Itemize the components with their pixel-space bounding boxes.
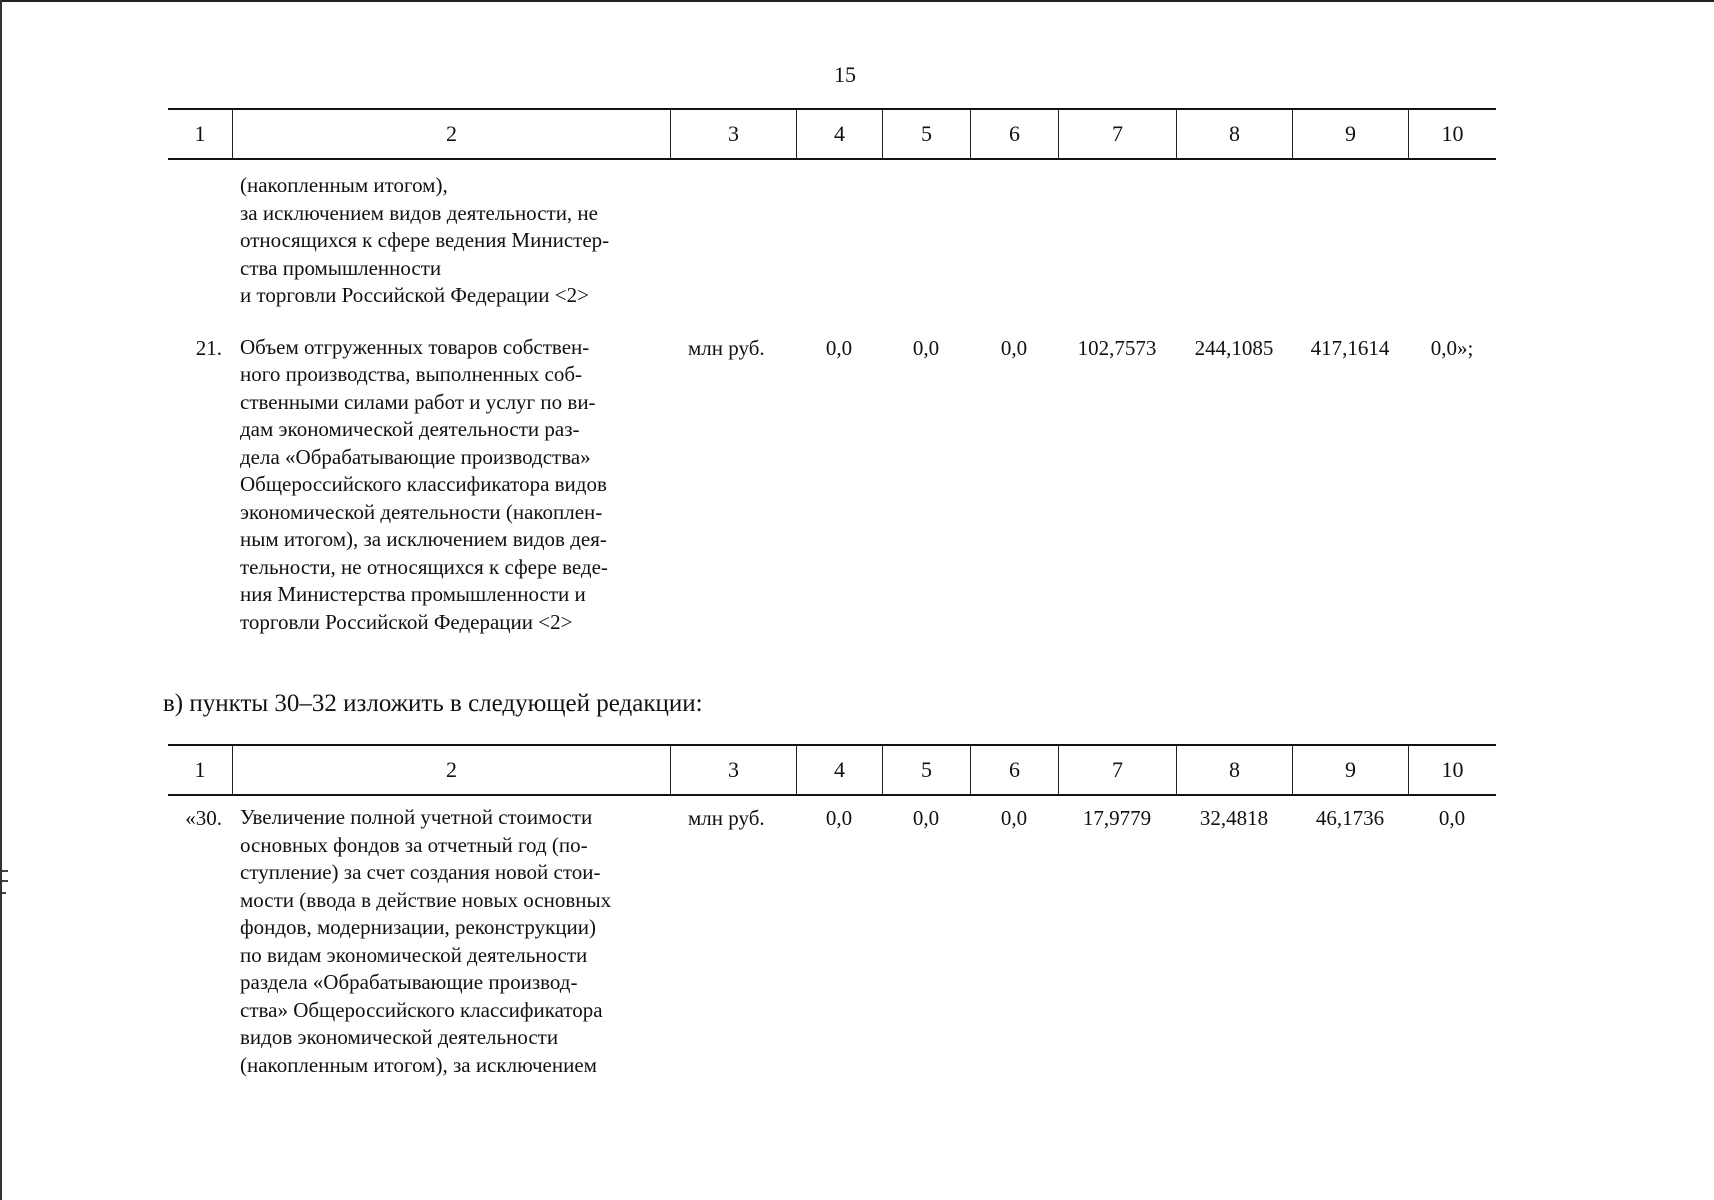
value-cell-col-6: 0,0 [1000,806,1028,830]
scan-edge-left [0,0,2,1200]
description-line: фондов, модернизации, реконструкции) [240,915,597,939]
table-header-row [168,744,1496,796]
description-line: ным итогом), за исключением видов дея- [240,527,607,551]
header-col-3: 3 [670,746,796,794]
value-cell-col-7: 102,7573 [1077,335,1157,360]
description-line: (накопленным итогом), [240,173,448,197]
unit-cell: млн руб. [688,335,765,360]
description-line: Общероссийского классификатора видов [240,472,607,496]
header-col-10: 10 [1408,110,1496,158]
table-row-continuation [168,172,1496,310]
description-line: экономической деятельности (накоплен- [240,499,603,524]
table-indicators-part2 [168,744,1496,1079]
header-col-5: 5 [882,746,970,794]
header-col-7: 7 [1058,746,1176,794]
description-line: раздела «Обрабатывающие производ- [240,970,578,994]
header-col-5: 5 [882,110,970,158]
header-col-2: 2 [232,746,670,794]
header-col-4: 4 [796,110,882,158]
scan-artifact [2,880,8,882]
header-col-8: 8 [1176,110,1292,158]
header-col-9: 9 [1292,746,1408,794]
row-number: 21. [195,335,222,360]
row-description [232,804,670,1079]
header-col-8: 8 [1176,746,1292,794]
description-line: по видам экономической деятельности [240,942,588,967]
description-line: видов экономической деятельности [240,1025,559,1049]
amendment-intro-text: в) пункты 30–32 изложить в следующей редакции: [163,690,703,717]
value-cell-col-4: 0,0 [825,335,853,360]
description-line: мости (ввода в действие новых основных [240,887,612,912]
unit-cell: млн руб. [688,806,765,830]
value-cell-col-6: 0,0 [1000,335,1028,360]
header-col-9: 9 [1292,110,1408,158]
description-line: ного производства, выполненных соб- [240,362,583,386]
value-cell-col-8: 32,4818 [1199,806,1269,830]
header-col-6: 6 [970,746,1058,794]
description-line: за исключением видов деятельности, не [240,200,598,225]
description-line: основных фондов за отчетный год (по- [240,832,588,857]
description-line: дела «Обрабатывающие производства» [240,444,591,469]
description-line: ства» Общероссийского классификатора [240,997,603,1022]
description-line: тельности, не относящихся к сфере веде- [240,554,608,579]
value-cell-col-4: 0,0 [825,806,853,830]
header-col-10: 10 [1408,746,1496,794]
description-line: и торговли Российской Федерации <2> [240,283,589,307]
table-row-21 [168,334,1496,637]
description-line: ния Министерства промышленности и [240,582,586,606]
description-line: торговли Российской Федерации <2> [240,609,573,634]
description-line: дам экономической деятельности раз- [240,417,580,441]
value-cell-col-9: 417,1614 [1310,335,1390,360]
description-line: ступление) за счет создания новой стои- [240,860,601,884]
scan-artifact [2,892,6,894]
description-line: относящихся к сфере ведения Министер- [240,228,610,252]
header-col-6: 6 [970,110,1058,158]
page-number: 15 [834,62,856,87]
scan-edge-top [0,0,1714,2]
header-col-1: 1 [194,121,206,146]
row-number: «30. [185,806,222,830]
table-indicators-part1 [168,108,1496,636]
description-line: ства промышленности [240,255,442,280]
row-description [232,172,670,310]
row-number [168,172,232,310]
value-cell-col-7: 17,9779 [1082,806,1152,830]
value-cell-col-5: 0,0 [912,335,940,360]
description-line: ственными силами работ и услуг по ви- [240,389,596,414]
description-line: Объем отгруженных товаров собствен- [240,334,590,359]
value-cell-col-8: 244,1085 [1194,335,1274,360]
row-description [232,334,670,637]
description-line: (накопленным итогом), за исключением [240,1052,597,1077]
header-col-4: 4 [796,746,882,794]
scan-artifact [2,870,8,872]
header-col-1: 1 [194,757,206,782]
header-col-7: 7 [1058,110,1176,158]
table-header-row [168,108,1496,160]
value-cell-col-9: 46,1736 [1315,806,1385,830]
value-cell-col-5: 0,0 [912,806,940,830]
value-cell-col-10: 0,0»; [1430,335,1474,360]
value-cell-col-10: 0,0 [1438,806,1466,830]
description-line: Увеличение полной учетной стоимости [240,805,593,829]
table-row-30 [168,804,1496,1079]
header-col-3: 3 [670,110,796,158]
header-col-2: 2 [232,110,670,158]
